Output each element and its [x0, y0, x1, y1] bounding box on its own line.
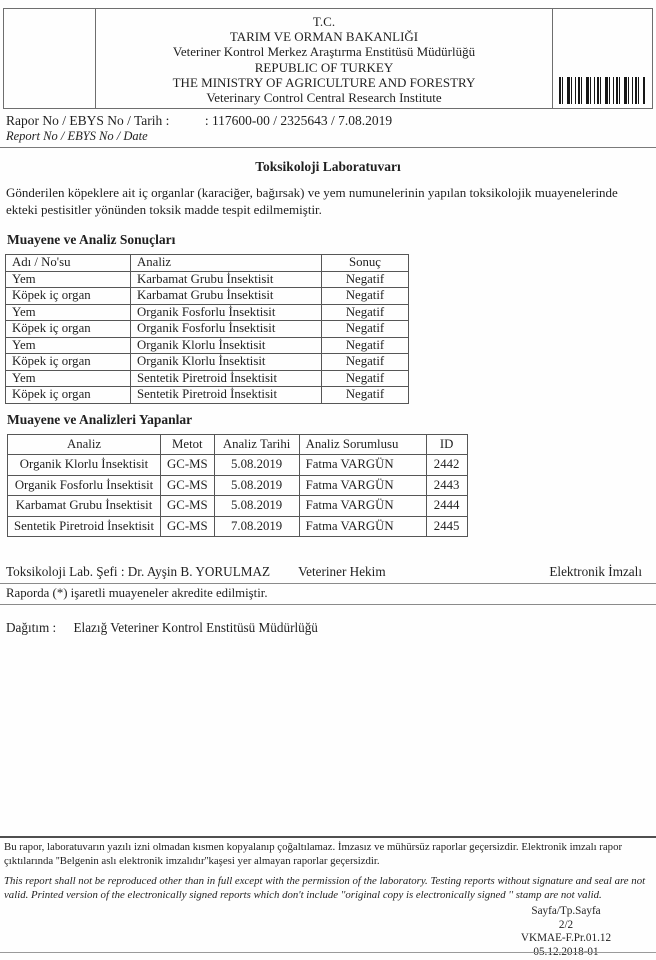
title-veterinarian: Veteriner Hekim	[298, 564, 386, 579]
table-row	[6, 304, 409, 321]
table-header-row	[8, 434, 468, 455]
analysis-cell: Organik Fosforlu İnsektisit	[131, 304, 322, 321]
analysis-cell: Organik Klorlu İnsektisit	[131, 337, 322, 354]
method-cell: GC-MS	[161, 475, 215, 496]
analysis-cell: Sentetik Piretroid İnsektisit	[8, 516, 161, 537]
date-cell: 5.08.2019	[214, 455, 299, 476]
analyst-cell: Fatma VARGÜN	[299, 455, 426, 476]
analysis-cell: Organik Fosforlu İnsektisit	[8, 475, 161, 496]
page-number: 2/2	[558, 918, 574, 931]
electronic-signature-label: Elektronik İmzalı	[549, 564, 642, 579]
date-cell: 7.08.2019	[214, 516, 299, 537]
result-cell: Negatif	[322, 304, 409, 321]
table-row	[8, 475, 468, 496]
legal-note-english: This report shall not be reproduced other than in full except with the permission of the laboratory. Testing reports without signature and seal are not valid. Printed version of the electronically signed reports which don't include ''original copy is electronically signed '' stamp are not valid.	[4, 875, 646, 901]
sample-cell: Yem	[6, 271, 131, 288]
letterhead-line: Veterinary Control Central Research Institute	[206, 90, 442, 106]
lab-title: Toksikoloji Laboratuvarı	[255, 159, 401, 174]
lab-chief: Toksikoloji Lab. Şefi : Dr. Ayşin B. YORULMAZ	[6, 564, 271, 579]
distribution-label: Dağıtım :	[6, 620, 57, 635]
analysis-cell: Karbamat Grubu İnsektisit	[131, 288, 322, 305]
letterhead-line: TARIM VE ORMAN BAKANLIĞI	[229, 29, 419, 45]
analyst-cell: Fatma VARGÜN	[299, 516, 426, 537]
page-label: Sayfa/Tp.Sayfa	[531, 905, 601, 917]
letterhead-line: T.C.	[312, 14, 336, 29]
result-cell: Negatif	[322, 321, 409, 338]
table-row	[6, 288, 409, 305]
divider	[0, 604, 656, 605]
distribution-value: Elazığ Veteriner Kontrol Enstitüsü Müdürlüğü	[73, 620, 318, 635]
result-cell: Negatif	[322, 354, 409, 371]
date-cell: 5.08.2019	[214, 475, 299, 496]
method-cell: GC-MS	[161, 496, 215, 517]
column-header: Sonuç	[322, 255, 409, 272]
document-meta	[486, 905, 646, 959]
sample-cell: Yem	[6, 337, 131, 354]
distribution-row	[6, 620, 656, 636]
analysis-cell: Sentetik Piretroid İnsektisit	[131, 370, 322, 387]
result-cell: Negatif	[322, 370, 409, 387]
analyst-cell: Fatma VARGÜN	[299, 496, 426, 517]
analysis-cell: Sentetik Piretroid İnsektisit	[131, 387, 322, 404]
analysis-cell: Karbamat Grubu İnsektisit	[8, 496, 161, 517]
id-cell: 2444	[426, 496, 467, 517]
report-no-label-en: Report No / EBYS No / Date	[6, 129, 148, 143]
result-cell: Negatif	[322, 337, 409, 354]
accreditation-note: Raporda (*) işaretli muayeneler akredite edilmiştir.	[6, 586, 268, 600]
id-cell: 2445	[426, 516, 467, 537]
analysis-cell: Karbamat Grubu İnsektisit	[131, 271, 322, 288]
table-row	[6, 337, 409, 354]
report-no-row	[6, 112, 656, 129]
analysts-heading: Muayene ve Analizleri Yapanlar	[7, 411, 193, 427]
table-row	[6, 387, 409, 404]
table-header-row	[6, 255, 409, 272]
method-cell: GC-MS	[161, 455, 215, 476]
result-cell: Negatif	[322, 271, 409, 288]
letterhead-line: Veteriner Kontrol Merkez Araştırma Enstitüsü Müdürlüğü	[172, 44, 476, 60]
legal-note-turkish: Bu rapor, laboratuvarın yazılı izni olmadan kısmen kopyalanıp çoğaltılamaz. İmzasız ve mühürsüz raporlar geçersizdir. Elektronik imzalı rapor çıktılarında ''Belgenin aslı elektronik imzalıdır''kaşesi yer almayan raporlar geçersizdir.	[4, 841, 623, 867]
barcode-cell	[552, 9, 652, 108]
report-no-value: : 117600-00 / 2325643 / 7.08.2019	[204, 113, 393, 128]
sample-cell: Köpek iç organ	[6, 288, 131, 305]
letterhead-text	[96, 9, 552, 108]
letterhead-line: THE MINISTRY OF AGRICULTURE AND FORESTRY	[172, 74, 476, 90]
report-meta	[0, 109, 656, 148]
document-code: VKMAE-F.Pr.01.12	[520, 932, 612, 944]
column-header: Analiz	[8, 434, 161, 455]
table-row	[6, 370, 409, 387]
signoff-row	[6, 564, 648, 580]
analysis-cell: Organik Klorlu İnsektisit	[8, 455, 161, 476]
column-header: Analiz Sorumlusu	[299, 434, 426, 455]
table-row	[8, 516, 468, 537]
analysis-cell: Organik Fosforlu İnsektisit	[131, 321, 322, 338]
method-cell: GC-MS	[161, 516, 215, 537]
summary-line: ekteki pestisitler yönünden toksik madde tespit edilmemiştir.	[6, 202, 322, 217]
summary-line: Gönderilen köpeklere ait iç organlar (karaciğer, bağırsak) ve yem numunelerinin yapılan toksikolojik muayenelerinde	[6, 185, 618, 200]
column-header: Adı / No'su	[6, 255, 131, 272]
footer	[0, 836, 656, 959]
result-cell: Negatif	[322, 387, 409, 404]
table-row	[8, 496, 468, 517]
column-header: Analiz	[131, 255, 322, 272]
results-table	[5, 254, 409, 404]
letterhead-line: REPUBLIC OF TURKEY	[254, 59, 394, 75]
results-heading: Muayene ve Analiz Sonuçları	[7, 232, 176, 247]
letterhead	[3, 8, 653, 109]
sample-cell: Köpek iç organ	[6, 321, 131, 338]
column-header: Metot	[161, 434, 215, 455]
analyst-cell: Fatma VARGÜN	[299, 475, 426, 496]
table-row	[8, 455, 468, 476]
barcode-icon	[559, 77, 645, 104]
analysts-table	[7, 434, 468, 538]
table-row	[6, 271, 409, 288]
document-revision: 05.12.2018-01	[533, 945, 599, 958]
result-cell: Negatif	[322, 288, 409, 305]
logo-cell	[4, 9, 96, 108]
sample-cell: Yem	[6, 370, 131, 387]
report-no-label: Rapor No / EBYS No / Tarih :	[6, 113, 170, 128]
column-header: Analiz Tarihi	[214, 434, 299, 455]
id-cell: 2442	[426, 455, 467, 476]
sample-cell: Köpek iç organ	[6, 387, 131, 404]
column-header: ID	[426, 434, 467, 455]
id-cell: 2443	[426, 475, 467, 496]
table-row	[6, 354, 409, 371]
page-bottom-edge	[0, 952, 656, 953]
table-row	[6, 321, 409, 338]
sample-cell: Yem	[6, 304, 131, 321]
sample-cell: Köpek iç organ	[6, 354, 131, 371]
result-summary	[6, 184, 651, 218]
analysis-cell: Organik Klorlu İnsektisit	[131, 354, 322, 371]
date-cell: 5.08.2019	[214, 496, 299, 517]
